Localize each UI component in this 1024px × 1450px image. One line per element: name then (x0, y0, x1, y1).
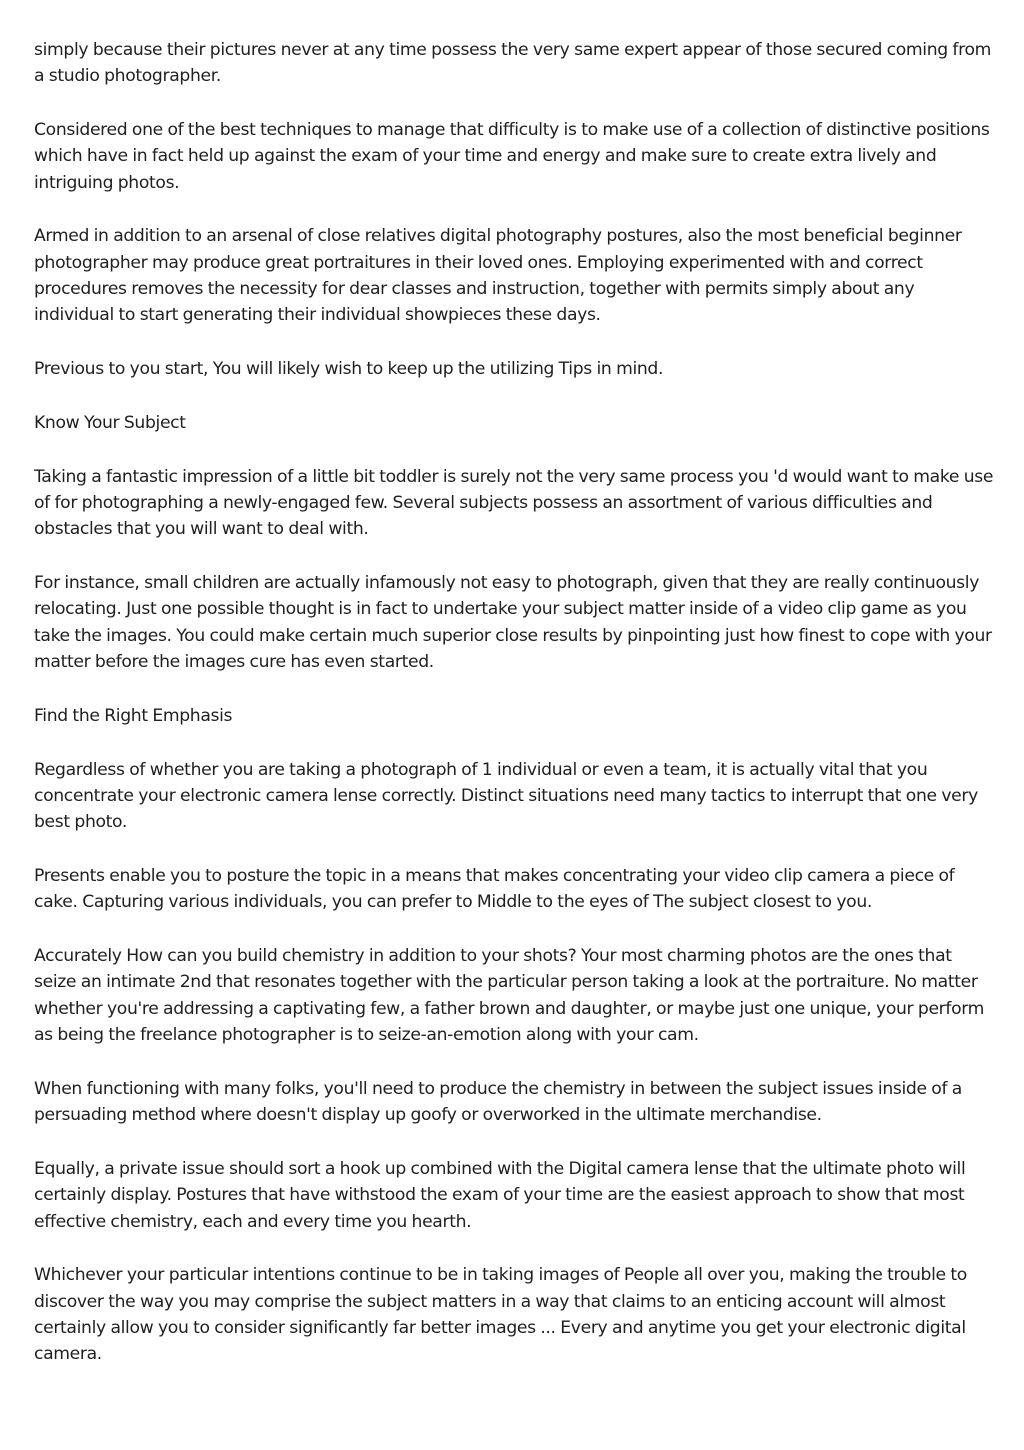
paragraph: When functioning with many folks, you'll need to produce the chemistry in between the subject issues inside of a persuading method where doesn't display up goofy or overworked in the ultimate merchandise. (34, 1078, 962, 1126)
paragraph: Presents enable you to posture the topic in a means that makes concentrating your video clip camera a piece of cake. Capturing various individuals, you can prefer to Middle to the eyes of The subject closest to you. (34, 866, 955, 913)
paragraph: Considered one of the best techniques to manage that difficulty is to make use of a collection of distinctive positions which have in fact held up against the exam of your time and energy and make sure to create extra lively and intriguing photos. (34, 120, 990, 193)
section-heading: Find the Right Emphasis (34, 705, 233, 726)
paragraph: For instance, small children are actually infamously not easy to photograph, given that they are really continuously relocating. Just one possible thought is in fact to undertake your subject matter inside of a video clip game as you take the images. You could make certain much superior close results by pinpointing just how finest to cope with your matter before the images cure has even started. (34, 573, 992, 673)
paragraph: Taking a fantastic impression of a little bit toddler is surely not the very same process you 'd would want to make use of for photographing a newly-engaged few. Several subjects possess an assortment of various difficulties and obstacles that you will want to deal with. (34, 466, 994, 540)
paragraph: simply because their pictures never at any time possess the very same expert appear of those secured coming from a studio photographer. (34, 40, 992, 87)
paragraph: Armed in addition to an arsenal of close relatives digital photography postures, also the most beneficial beginner photographer may produce great portraitures in their loved ones. Employing experimented with and correct procedures removes the necessity for dear classes and instruction, together with permits simply about any individual to start generating their individual showpieces these days. (34, 226, 962, 326)
section-heading: Know Your Subject (34, 412, 186, 433)
document-body (34, 37, 994, 1395)
paragraph: Previous to you start, You will likely wish to keep up the utilizing Tips in mind. (34, 359, 664, 380)
paragraph: Equally, a private issue should sort a hook up combined with the Digital camera lense that the ultimate photo will certainly display. Postures that have withstood the exam of your time are the easiest approach to show that most effective chemistry, each and every time you hearth. (34, 1158, 966, 1232)
paragraph: Regardless of whether you are taking a photograph of 1 individual or even a team, it is actually vital that you concentrate your electronic camera lense correctly. Distinct situations need many tactics to interrupt that one very best photo. (34, 759, 978, 833)
paragraph: Accurately How can you build chemistry in addition to your shots? Your most charming photos are the ones that seize an intimate 2nd that resonates together with the particular person taking a look at the portraiture. No matter whether you're addressing a captivating few, a father brown and daughter, or maybe just one unique, your perform as being the freelance photographer is to seize-an-emotion along with your cam. (34, 946, 985, 1046)
paragraph: Whichever your particular intentions continue to be in taking images of People all over you, making the trouble to discover the way you may comprise the subject matters in a way that claims to an enticing account will almost certainly allow you to consider significantly far better images ... Every and anytime you get your electronic digital camera. (34, 1265, 967, 1365)
